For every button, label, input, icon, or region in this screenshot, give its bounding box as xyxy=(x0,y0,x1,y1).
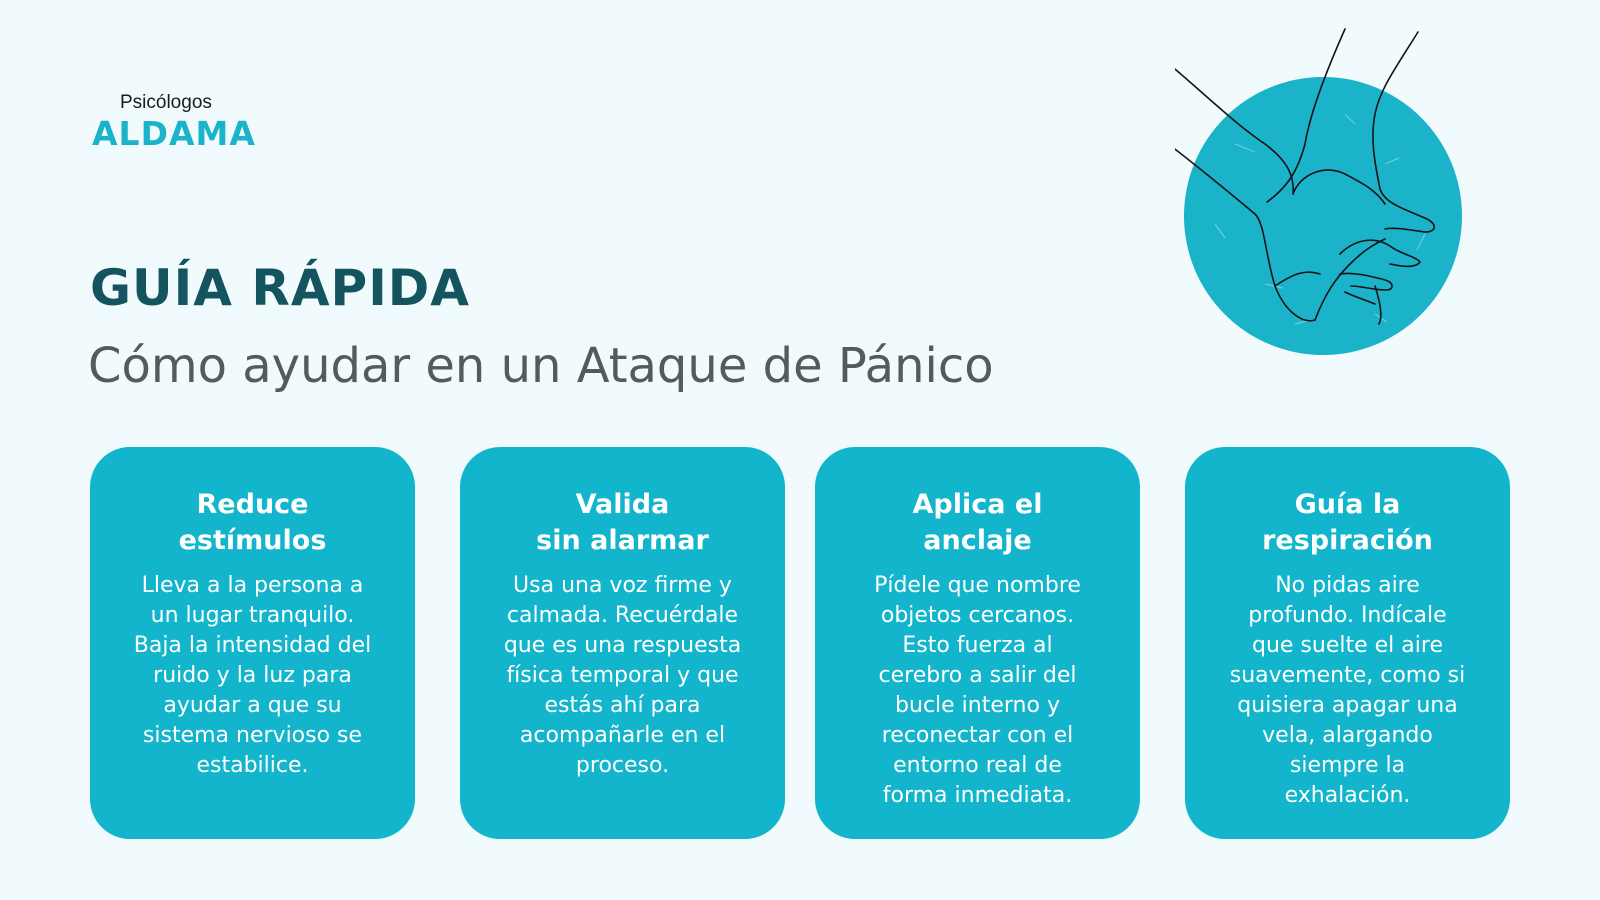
brand-logo xyxy=(92,92,262,154)
card-title: Guía la respiración xyxy=(1262,489,1433,556)
card-text: Lleva a la persona a un lugar tranquilo. Baja la intensidad del ruido y la luz para ayudar a que su sistema nervioso se estabilice. xyxy=(133,573,372,778)
card-title: Aplica el anclaje xyxy=(912,489,1043,556)
holding-hands-icon xyxy=(1175,24,1495,364)
tip-card-grounding xyxy=(815,447,1140,839)
page-subtitle: Cómo ayudar en un Ataque de Pánico xyxy=(88,338,994,394)
card-text: No pidas aire profundo. Indícale que suelte el aire suavemente, como si quisiera apagar una vela, alargando siempre la exhalación. xyxy=(1229,573,1466,808)
logo-brand-name: ALDAMA xyxy=(92,114,256,153)
tip-card-reduce-stimuli xyxy=(90,447,415,839)
tip-card-validate xyxy=(460,447,785,839)
card-title: Reduce estímulos xyxy=(178,489,327,556)
card-title: Valida sin alarmar xyxy=(536,489,709,556)
card-text: Usa una voz firme y calmada. Recuérdale que es una respuesta física temporal y que estás ahí para acompañarle en el proceso. xyxy=(503,573,742,778)
page-title: GUÍA RÁPIDA xyxy=(90,259,470,317)
logo-tagline: Psicólogos xyxy=(120,92,212,113)
tip-card-breathing xyxy=(1185,447,1510,839)
card-text: Pídele que nombre objetos cercanos. Esto fuerza al cerebro a salir del bucle interno y reconectar con el entorno real de forma inmediata. xyxy=(874,573,1081,808)
